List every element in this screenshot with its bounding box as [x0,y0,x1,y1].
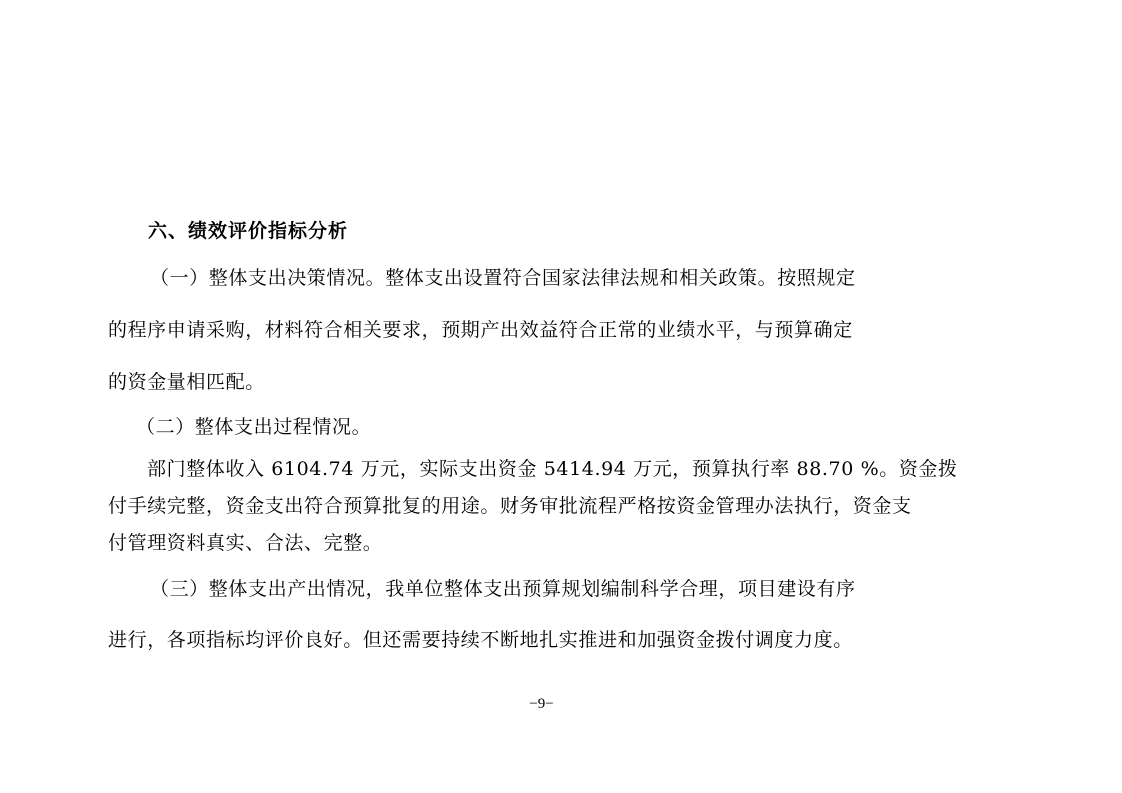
paragraph-2-line-1: （二）整体支出过程情况。 [136,416,372,438]
paragraph-3-line-1: 部门整体收入 6104.74 万元，实际支出资金 5414.94 万元，预算执行率 88.70 %。资金拨 [147,458,958,480]
page-number: −9− [529,696,554,712]
paragraph-1-line-1: （一）整体支出决策情况。整体支出设置符合国家法律法规和相关政策。按照规定 [150,267,856,289]
paragraph-4-line-2: 进行，各项指标均评价良好。但还需要持续不断地扎实推进和加强资金拨付调度力度。 [108,629,853,651]
paragraph-3-line-2: 付手续完整，资金支出符合预算批复的用途。财务审批流程严格按资金管理办法执行，资金支 [108,495,912,517]
paragraph-1-line-2: 的程序申请采购，材料符合相关要求，预期产出效益符合正常的业绩水平，与预算确定 [108,319,853,341]
paragraph-3-line-3: 付管理资料真实、合法、完整。 [108,532,383,554]
section-heading: 六、绩效评价指标分析 [148,220,349,242]
paragraph-4-line-1: （三）整体支出产出情况，我单位整体支出预算规划编制科学合理，项目建设有序 [150,578,856,600]
paragraph-1-line-3: 的资金量相匹配。 [108,371,265,393]
